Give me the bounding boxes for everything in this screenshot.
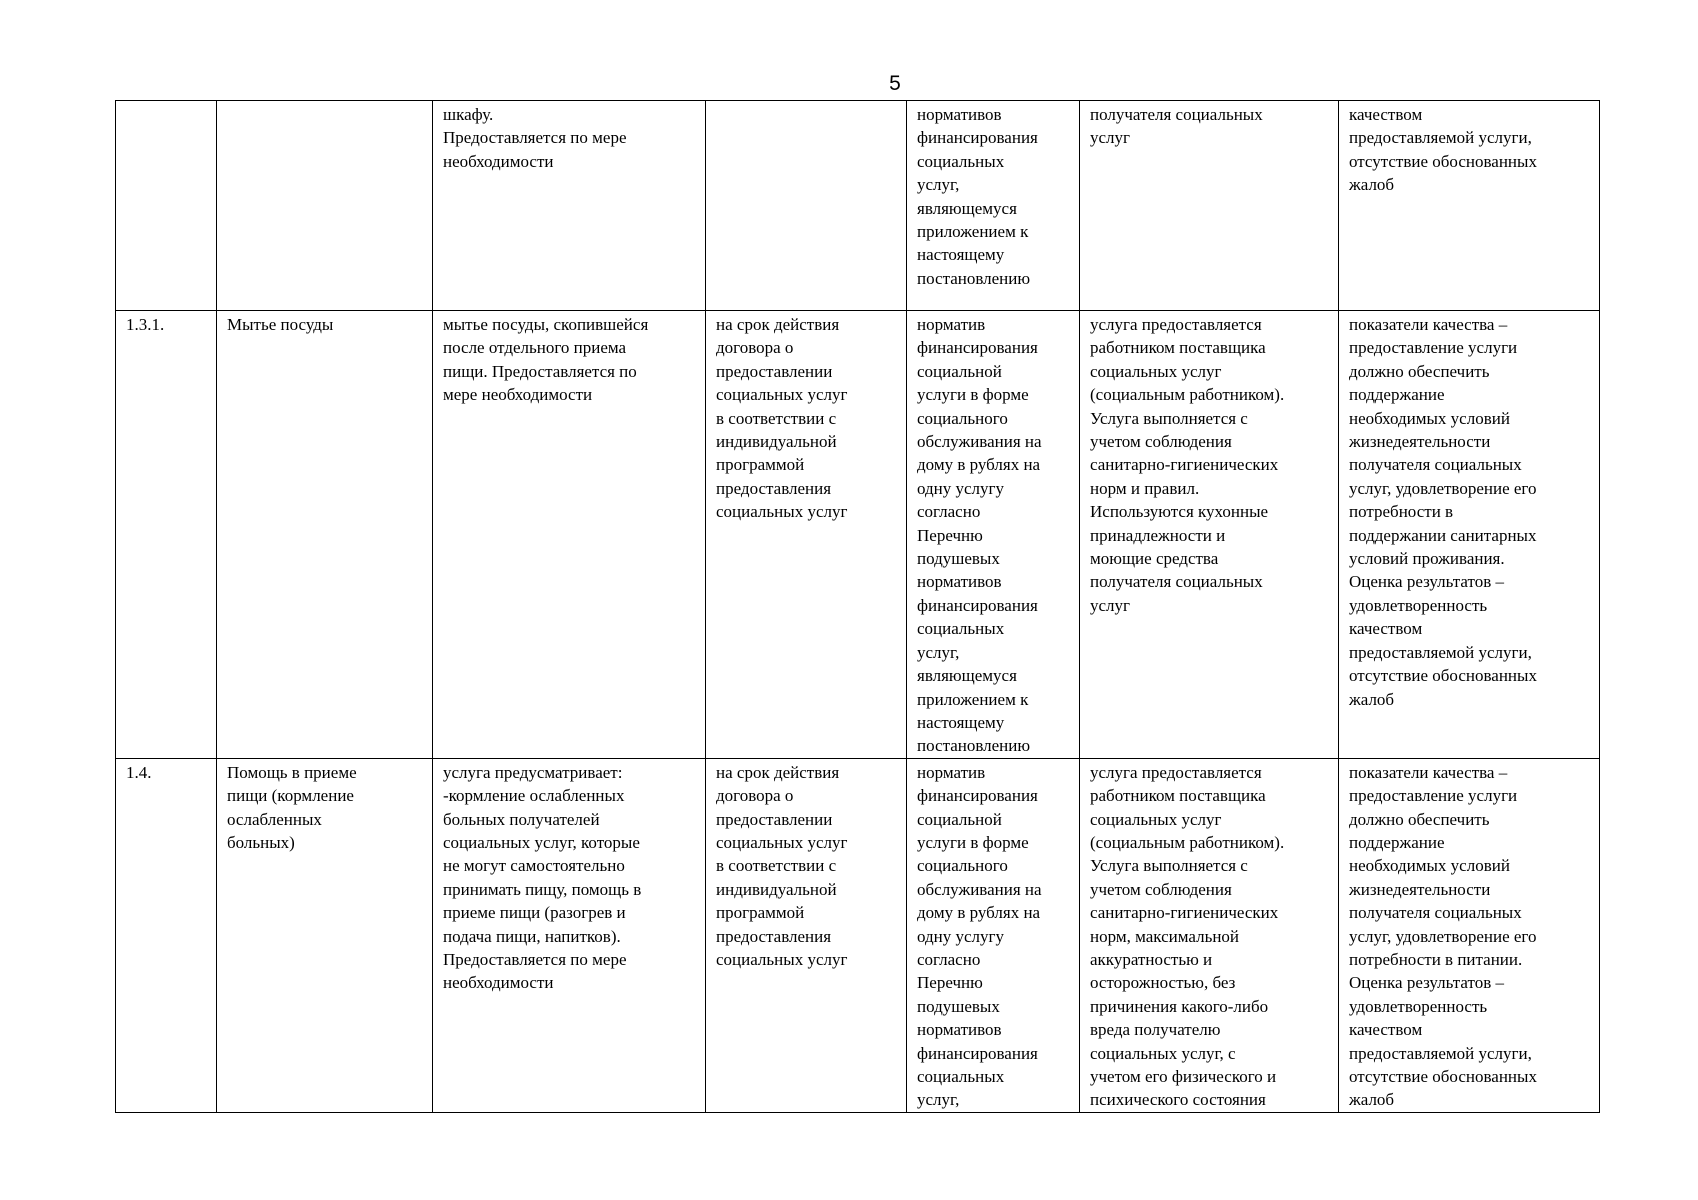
cell-term [706, 101, 907, 311]
cell-norm: нормативов финансирования социальных услуг, являющемуся приложением к настоящему постановлению [907, 101, 1080, 311]
page-number: 5 [889, 72, 901, 95]
cell-service-name [217, 101, 433, 311]
cell-number: 1.3.1. [116, 311, 217, 759]
services-table [115, 100, 1600, 1113]
cell-description: услуга предусматривает: -кормление ослабленных больных получателей социальных услуг, которые не могут самостоятельно принимать пищу, помощь в приеме пищи (разогрев и подача пищи, напитков). Предоставляется по мере необходимости [433, 758, 706, 1112]
cell-quality: качеством предоставляемой услуги, отсутствие обоснованных жалоб [1339, 101, 1600, 311]
cell-description: мытье посуды, скопившейся после отдельного приема пищи. Предоставляется по мере необходимости [433, 311, 706, 759]
cell-norm: норматив финансирования социальной услуги в форме социального обслуживания на дому в рублях на одну услугу согласно Перечню подушевых нормативов финансирования социальных услуг, являющемуся приложением к настоящему постановлению [907, 311, 1080, 759]
table-row [116, 758, 1600, 1112]
cell-conditions: получателя социальных услуг [1080, 101, 1339, 311]
cell-service-name: Помощь в приеме пищи (кормление ослабленных больных) [217, 758, 433, 1112]
cell-quality: показатели качества – предоставление услуги должно обеспечить поддержание необходимых условий жизнедеятельности получателя социальных услуг, удовлетворение его потребности в питании. Оценка результатов – удовлетворенность качеством предоставляемой услуги, отсутствие обоснованных жалоб [1339, 758, 1600, 1112]
cell-norm: норматив финансирования социальной услуги в форме социального обслуживания на дому в рублях на одну услугу согласно Перечню подушевых нормативов финансирования социальных услуг, [907, 758, 1080, 1112]
cell-service-name: Мытье посуды [217, 311, 433, 759]
cell-number [116, 101, 217, 311]
cell-term: на срок действия договора о предоставлении социальных услуг в соответствии с индивидуальной программой предоставления социальных услуг [706, 311, 907, 759]
table-row [116, 311, 1600, 759]
cell-conditions: услуга предоставляется работником поставщика социальных услуг (социальным работником). Услуга выполняется с учетом соблюдения санитарно-гигиенических норм, максимальной аккуратностью и осторожностью, без причинения какого-либо вреда получателю социальных услуг, с учетом его физического и психического состояния [1080, 758, 1339, 1112]
cell-quality: показатели качества – предоставление услуги должно обеспечить поддержание необходимых условий жизнедеятельности получателя социальных услуг, удовлетворение его потребности в поддержании санитарных условий проживания. Оценка результатов – удовлетворенность качеством предоставляемой услуги, отсутствие обоснованных жалоб [1339, 311, 1600, 759]
cell-number: 1.4. [116, 758, 217, 1112]
cell-term: на срок действия договора о предоставлении социальных услуг в соответствии с индивидуальной программой предоставления социальных услуг [706, 758, 907, 1112]
cell-description: шкафу. Предоставляется по мере необходимости [433, 101, 706, 311]
cell-conditions: услуга предоставляется работником поставщика социальных услуг (социальным работником). Услуга выполняется с учетом соблюдения санитарно-гигиенических норм и правил. Используются кухонные принадлежности и моющие средства получателя социальных услуг [1080, 311, 1339, 759]
table-row [116, 101, 1600, 311]
